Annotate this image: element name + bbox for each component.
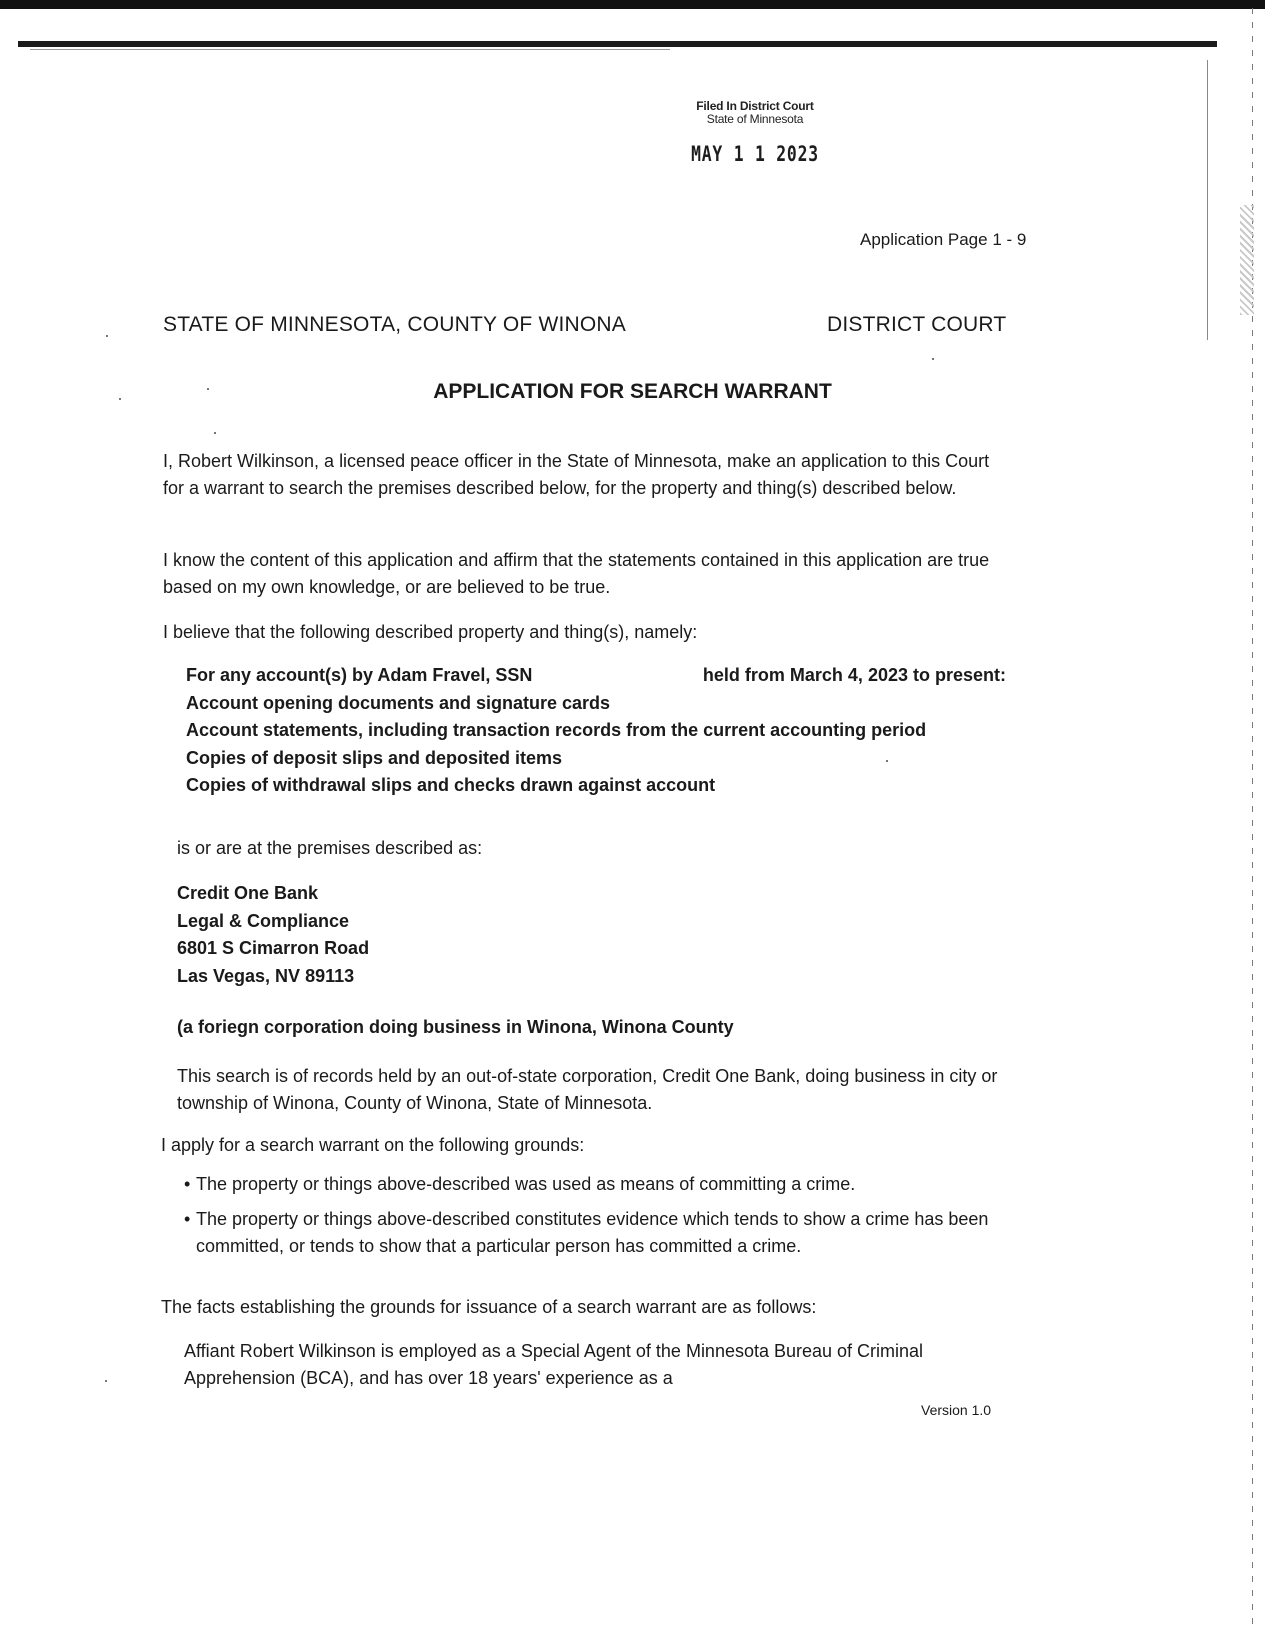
scan-speck (106, 335, 108, 337)
scan-speck (105, 1380, 107, 1382)
scan-right-mark (1207, 60, 1208, 340)
address-line: 6801 S Cimarron Road (177, 938, 370, 959)
affirmation-paragraph: I know the content of this application and affirm that the statements contained in this application are true based on my own knowledge, or are believed to be true. (163, 550, 990, 597)
intro-paragraph: I, Robert Wilkinson, a licensed peace officer in the State of Minnesota, make an application to this Court for a warrant to search the premises described below, for the property and thing(s) described below. (163, 451, 990, 498)
page-number-label: Application Page 1 - 9 (860, 230, 1027, 249)
bullet-icon: • (184, 1209, 191, 1229)
bullet-icon: • (184, 1174, 191, 1194)
list-item: Copies of withdrawal slips and checks drawn against account (186, 775, 716, 796)
list-item: Copies of deposit slips and deposited items (186, 747, 563, 768)
scan-speck (886, 760, 888, 762)
list-item: Account statements, including transaction records from the current accounting period (186, 720, 927, 741)
court-name: DISTRICT COURT (827, 313, 1007, 336)
list-item (184, 1171, 994, 1198)
court-venue: STATE OF MINNESOTA, COUNTY OF WINONA (163, 313, 626, 336)
grounds-list (184, 1171, 994, 1268)
scan-speck (119, 398, 121, 400)
item-account-subject: For any account(s) by Adam Fravel, SSN (186, 665, 533, 685)
grounds-lead: I apply for a search warrant on the following grounds: (161, 1135, 585, 1155)
item-account-period: held from March 4, 2023 to present: (702, 665, 1006, 685)
scan-speck (207, 388, 209, 390)
header-rule-faint (30, 49, 670, 50)
facts-lead: The facts establishing the grounds for issuance of a search warrant are as follows: (161, 1297, 817, 1317)
stamp-line-2: State of Minnesota (706, 112, 804, 126)
stamp-date: MAY 1 1 2023 (691, 142, 819, 166)
scan-speck (932, 358, 934, 360)
address-line: Legal & Compliance (177, 910, 350, 931)
scan-noise (1240, 205, 1254, 315)
item-account-line (186, 662, 1006, 690)
scan-top-edge (0, 0, 1265, 9)
filing-stamp (660, 100, 850, 166)
premises-address (177, 880, 369, 990)
grounds-text: The property or things above-described was used as means of committing a crime. (196, 1174, 856, 1194)
facts-text: Affiant Robert Wilkinson is employed as a Special Agent of the Minnesota Bureau of Criminal Apprehension (BCA), and has over 18 years' experience as a (184, 1341, 924, 1388)
list-item (184, 1206, 994, 1260)
scan-speck (214, 432, 216, 434)
list-item: Account opening documents and signature cards (186, 692, 611, 713)
property-lead: I believe that the following described property and thing(s), namely: (163, 622, 698, 642)
grounds-text: The property or things above-described constitutes evidence which tends to show a crime has been committed, or tends to show that a particular person has committed a crime. (196, 1209, 989, 1256)
search-note: This search is of records held by an out-of-state corporation, Credit One Bank, doing business in city or township of Winona, County of Winona, State of Minnesota. (177, 1066, 998, 1113)
header-rule (18, 41, 1217, 47)
version-label: Version 1.0 (921, 1402, 992, 1418)
address-line: Credit One Bank (177, 883, 319, 903)
page-title: APPLICATION FOR SEARCH WARRANT (433, 380, 832, 403)
address-line: Las Vegas, NV 89113 (177, 965, 355, 986)
stamp-line-1: Filed In District Court (696, 99, 814, 113)
premises-lead: is or are at the premises described as: (177, 838, 483, 858)
corporation-note: (a foriegn corporation doing business in Winona, Winona County (177, 1017, 734, 1037)
property-items (186, 662, 1006, 800)
